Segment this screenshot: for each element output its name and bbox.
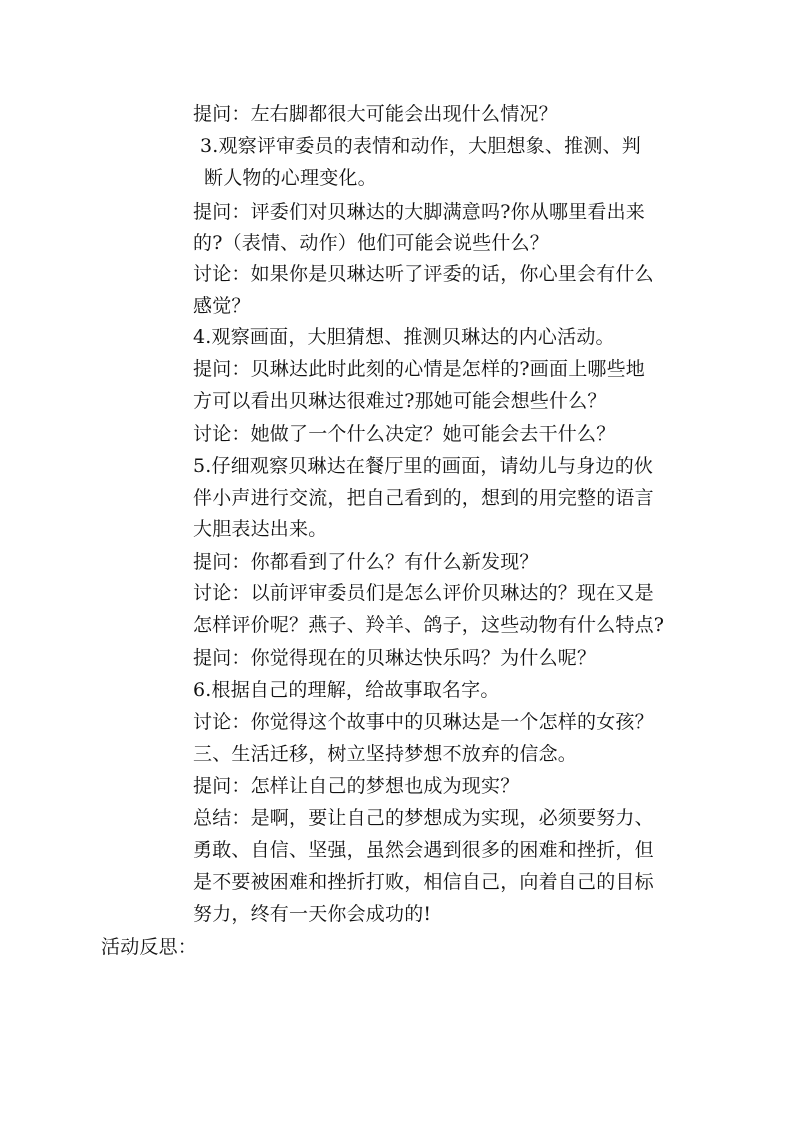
text-line: 6.根据自己的理解，给故事取名字。	[193, 679, 500, 701]
text-line: 方可以看出贝琳达很难过?那她可能会想些什么？	[193, 390, 607, 412]
text-line: 总结：是啊，要让自己的梦想成为实现，必须要努力、	[193, 807, 654, 829]
text-line: 讨论：她做了一个什么决定？她可能会去干什么？	[193, 423, 616, 445]
text-line: 提问：左右脚都很大可能会出现什么情况？	[193, 103, 558, 125]
text-line: 提问：怎样让自己的梦想也成为现实？	[193, 775, 520, 797]
text-line: 提问：贝琳达此时此刻的心情是怎样的?画面上哪些地	[193, 358, 645, 380]
text-line: 讨论：如果你是贝琳达听了评委的话，你心里会有什么	[193, 263, 654, 285]
text-line: 努力，终有一天你会成功的!	[193, 903, 432, 925]
reflection-heading: 活动反思：	[101, 936, 198, 958]
text-line: 伴小声进行交流，把自己看到的，想到的用完整的语言	[193, 487, 654, 509]
text-line: 提问：评委们对贝琳达的大脚满意吗?你从哪里看出来	[193, 201, 645, 223]
text-line: 提问：你觉得现在的贝琳达快乐吗？为什么呢？	[193, 647, 597, 669]
text-line: 感觉？	[193, 295, 251, 317]
text-line: 提问：你都看到了什么？有什么新发现？	[193, 551, 539, 573]
text-line: 讨论：你觉得这个故事中的贝琳达是一个怎样的女孩？	[193, 711, 654, 733]
text-line: 3.观察评审委员的表情和动作，大胆想象、推测、判	[200, 135, 641, 157]
text-line: 断人物的心理变化。	[204, 167, 377, 189]
text-line: 的?（表情、动作）他们可能会说些什么？	[193, 232, 549, 254]
text-line: 5.仔细观察贝琳达在餐厅里的画面，请幼儿与身边的伙	[193, 455, 654, 477]
text-line: 勇敢、自信、坚强，虽然会遇到很多的困难和挫折，但	[193, 839, 654, 861]
text-line: 4.观察画面，大胆猜想、推测贝琳达的内心活动。	[193, 326, 615, 348]
text-line: 大胆表达出来。	[193, 518, 328, 540]
text-line: 是不要被困难和挫折打败，相信自己，向着自己的目标	[193, 871, 654, 893]
text-line: 讨论：以前评审委员们是怎么评价贝琳达的？现在又是	[193, 582, 654, 604]
section-heading: 三、生活迁移，树立坚持梦想不放弃的信念。	[193, 743, 578, 765]
text-line: 怎样评价呢？燕子、羚羊、鸽子，这些动物有什么特点?	[193, 614, 665, 636]
